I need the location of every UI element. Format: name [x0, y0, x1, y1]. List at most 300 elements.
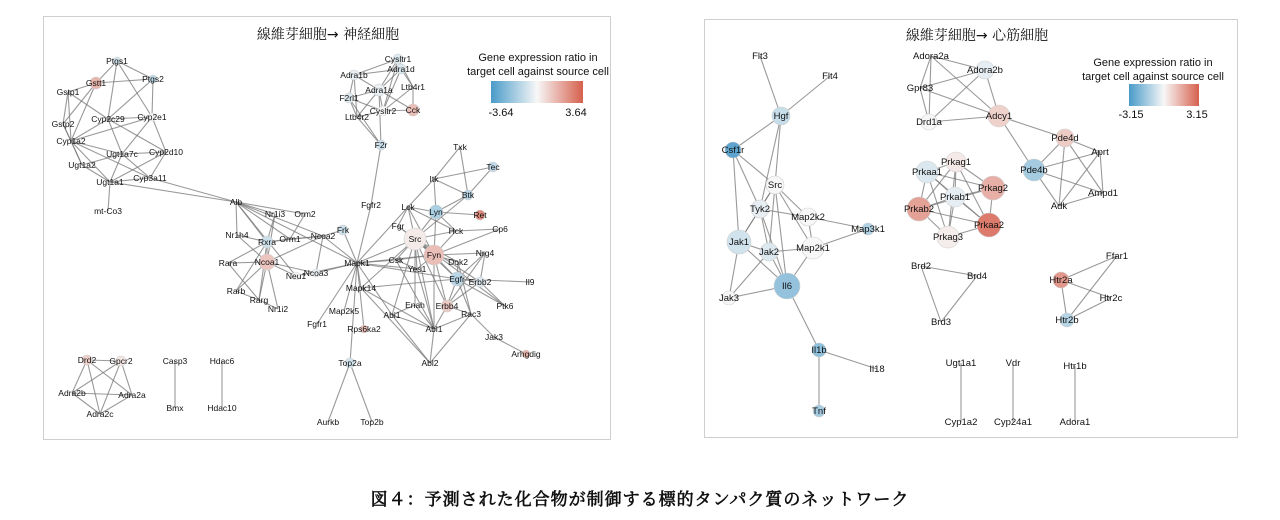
- node-label: Prkag3: [932, 232, 964, 243]
- node-label: Htr1b: [1063, 361, 1087, 372]
- node-label: Ptgs1: [106, 56, 128, 66]
- node-cyp1a2[interactable]: [945, 417, 978, 428]
- node-egfr[interactable]: [449, 272, 465, 286]
- node-top2b[interactable]: [360, 417, 383, 427]
- edge-F2r-Fgfr2: [371, 145, 381, 205]
- node-yes1[interactable]: [408, 264, 427, 274]
- edge-Gpcr2-Adra2c: [100, 361, 121, 414]
- node-label: Mapk1: [344, 258, 370, 268]
- node-ffar1[interactable]: [1106, 251, 1128, 262]
- node-rps6ka2[interactable]: [347, 324, 381, 334]
- node-orm1[interactable]: [279, 234, 301, 244]
- edge-Aprt-Ampd1: [1100, 152, 1103, 193]
- node-label: Erbb2: [468, 277, 492, 287]
- node-gstp2[interactable]: [52, 119, 75, 129]
- edge-Il1b-Il18: [819, 350, 877, 369]
- node-label: Flt4: [822, 71, 838, 82]
- legend-title-line2: target cell against source cell: [1082, 71, 1224, 83]
- node-label: Orm2: [294, 209, 316, 219]
- legend-color-bar: [1129, 84, 1199, 106]
- node-label: Pde4b: [1020, 165, 1048, 176]
- node-gstp1[interactable]: [57, 87, 80, 97]
- node-ptk6[interactable]: [496, 301, 513, 311]
- node-pde4d[interactable]: [1051, 129, 1078, 147]
- node-label: Cysltr1: [384, 54, 412, 64]
- edge-Hgf-Tyk2: [760, 116, 781, 209]
- node-erbb2[interactable]: [469, 277, 492, 287]
- node-label: Il1b: [811, 345, 827, 356]
- color-legend: [467, 52, 609, 119]
- legend-color-bar: [491, 81, 583, 103]
- edge-Yes1-Abl1: [417, 269, 434, 329]
- node-nrg4[interactable]: [476, 248, 495, 258]
- node-bmx[interactable]: [167, 403, 185, 413]
- node-label: F2r: [374, 140, 388, 150]
- node-label: Rps6ka2: [347, 324, 381, 334]
- node-label: Yes1: [407, 264, 427, 274]
- node-label: Hdac6: [209, 356, 235, 366]
- node-label: Lyn: [429, 207, 443, 217]
- node-label: Alb: [229, 197, 243, 207]
- node-cyp1a2[interactable]: [56, 136, 86, 146]
- node-label: Hck: [448, 226, 464, 236]
- node-gpr83[interactable]: [907, 83, 933, 94]
- node-hdac6[interactable]: [210, 356, 235, 366]
- node-htr2a[interactable]: [1049, 272, 1073, 288]
- panel-title: 線維芽細胞→ 神経細胞: [256, 27, 400, 43]
- node-il18[interactable]: [869, 364, 884, 375]
- node-label: Adora2a: [913, 51, 949, 62]
- node-fgfr1[interactable]: [307, 319, 327, 329]
- node-adra2a[interactable]: [118, 390, 146, 400]
- node-label: Brd4: [966, 271, 988, 282]
- edge-Top2a-Aurkb: [328, 363, 350, 422]
- color-legend: [1082, 57, 1224, 121]
- node-brd2[interactable]: [911, 261, 931, 272]
- node-label: Cck: [405, 105, 421, 115]
- node-label: Adk: [1050, 201, 1068, 212]
- node-htr2c[interactable]: [1100, 293, 1123, 304]
- node-cysltr2[interactable]: [370, 106, 397, 116]
- node-prkag2[interactable]: [978, 176, 1008, 200]
- node-brd3[interactable]: [931, 317, 951, 328]
- node-label: Erbb4: [435, 301, 459, 311]
- node-ugt1a7c[interactable]: [106, 149, 138, 159]
- node-hck[interactable]: [449, 226, 464, 236]
- node-jak1[interactable]: [727, 230, 751, 254]
- node-label: Abi1: [383, 310, 401, 320]
- node-label: Ncoa2: [310, 231, 336, 241]
- node-label: Aprt: [1091, 147, 1109, 158]
- node-label: Cysltr2: [369, 106, 397, 116]
- node-label: Aurkb: [316, 417, 340, 427]
- node-nr1i2[interactable]: [268, 304, 289, 314]
- node-rxra[interactable]: [258, 236, 276, 248]
- edge-Ugt1a1-Alb: [110, 182, 236, 202]
- node-label: Casp3: [162, 356, 188, 366]
- node-f2r[interactable]: [375, 140, 388, 150]
- node-label: Frk: [336, 225, 350, 235]
- node-il1b[interactable]: [811, 343, 826, 357]
- node-label: Bmx: [166, 403, 184, 413]
- node-label: Ffar1: [1105, 251, 1129, 262]
- node-csf1r[interactable]: [722, 142, 745, 158]
- node-drd2[interactable]: [78, 355, 97, 365]
- node-label: Brd3: [930, 317, 952, 328]
- node-fyn[interactable]: [424, 245, 444, 265]
- node-adra1b[interactable]: [340, 70, 368, 80]
- node-label: F2rl1: [339, 93, 359, 103]
- node-fgfr2[interactable]: [361, 200, 381, 210]
- node-rarb[interactable]: [227, 286, 246, 296]
- figure-caption: 図４：予測された化合物が制御する標的タンパク質のネットワーク: [370, 490, 910, 510]
- node-ugt1a2[interactable]: [68, 160, 96, 170]
- node-label: Ugt1a1: [945, 358, 977, 369]
- node-label: Cyp24a1: [993, 417, 1033, 428]
- node-tyk2[interactable]: [750, 200, 770, 218]
- node-label: Cyp2e1: [137, 112, 167, 122]
- node-label: Neu1: [285, 271, 307, 281]
- node-label: Lck: [401, 202, 415, 212]
- node-label: Ltb4r2: [344, 112, 370, 122]
- edge-Brd2-Brd3: [921, 266, 941, 322]
- node-label: Flt3: [752, 51, 768, 62]
- node-abl1[interactable]: [425, 324, 442, 334]
- network-panel-cardio: [704, 19, 1238, 438]
- node-abi1[interactable]: [383, 310, 400, 320]
- node-map2k5[interactable]: [329, 306, 360, 316]
- node-label: Abl2: [421, 358, 439, 368]
- node-label: Cyp3a11: [133, 173, 167, 183]
- node-brd4[interactable]: [967, 271, 987, 282]
- node-label: Nr1i3: [264, 209, 286, 219]
- node-rara[interactable]: [219, 258, 238, 268]
- node-htr2b[interactable]: [1055, 313, 1078, 327]
- node-ret[interactable]: [473, 210, 487, 220]
- edge-Src-Il6: [775, 185, 787, 286]
- node-label: Gstp1: [56, 87, 80, 97]
- node-label: Ugt1a7c: [106, 149, 138, 159]
- node-label: Il18: [869, 364, 885, 375]
- node-label: Jak1: [728, 237, 750, 248]
- node-label: Rxra: [258, 237, 276, 247]
- edge-Ffar1-Htr2b: [1067, 256, 1117, 320]
- node-label: Gpr83: [906, 83, 934, 94]
- network-panel-neuron: [43, 16, 611, 440]
- node-nr1h4[interactable]: [225, 230, 248, 240]
- node-ptgs2[interactable]: [142, 74, 164, 84]
- node-htr1b[interactable]: [1063, 361, 1086, 372]
- node-label: Map2k2: [791, 212, 825, 223]
- node-label: Enah: [405, 300, 425, 310]
- node-label: Gstp2: [51, 119, 75, 129]
- node-il6[interactable]: [774, 273, 800, 299]
- node-label: Il6: [781, 281, 793, 292]
- node-label: Gpcr2: [109, 356, 133, 366]
- node-mapk14[interactable]: [346, 283, 377, 293]
- node-tnf[interactable]: [812, 405, 826, 417]
- edge-Mapk1-Rps6ka2: [357, 263, 364, 329]
- node-label: Ptk6: [496, 301, 514, 311]
- node-label: Rara: [218, 258, 238, 268]
- node-label: Nr1h4: [225, 230, 249, 240]
- node-label: Map2k1: [796, 243, 830, 254]
- node-label: Adora2b: [967, 65, 1003, 76]
- node-orm2[interactable]: [294, 209, 316, 219]
- node-label: Btk: [461, 190, 475, 200]
- node-label: Ptgs2: [142, 74, 164, 84]
- node-label: Dok2: [448, 257, 468, 267]
- node-cyp2e1[interactable]: [137, 112, 167, 122]
- node-btk[interactable]: [462, 190, 475, 200]
- node-ltb4r2[interactable]: [345, 112, 369, 122]
- network-diagram-cardio: [705, 20, 1239, 439]
- node-adra2c[interactable]: [87, 409, 115, 419]
- node-label: Cyp2d10: [148, 147, 184, 157]
- node-label: Adra2b: [58, 388, 86, 398]
- node-label: Htr2c: [1099, 293, 1123, 304]
- node-cysltr1[interactable]: [385, 54, 412, 64]
- node-ugt1a1[interactable]: [96, 177, 124, 187]
- legend-title-line1: Gene expression ratio in: [1093, 57, 1213, 69]
- node-map2k2[interactable]: [791, 208, 825, 226]
- legend-max-label: 3.64: [565, 107, 587, 119]
- node-gsttt1[interactable]: [86, 77, 107, 89]
- node-prkaa1[interactable]: [912, 161, 942, 183]
- node-jak3[interactable]: [719, 291, 739, 305]
- node-label: Adra1b: [340, 70, 368, 80]
- node-ampd1[interactable]: [1088, 188, 1118, 199]
- node-label: Tyk2: [749, 204, 771, 215]
- legend-min-label: -3.15: [1118, 109, 1144, 121]
- edge-Csf1r-Jak1: [733, 150, 739, 242]
- node-adra1a[interactable]: [365, 84, 393, 96]
- node-label: Tnf: [812, 406, 826, 417]
- node-label: Pde4d: [1051, 133, 1079, 144]
- node-ptgs1[interactable]: [106, 56, 128, 66]
- legend-min-label: -3.64: [488, 107, 514, 119]
- node-label: Drd2: [77, 355, 97, 365]
- node-rarg[interactable]: [250, 295, 269, 305]
- edge-Csf1r-Tyk2: [733, 150, 760, 209]
- node-label: Prkag2: [977, 183, 1009, 194]
- node-label: Jak3: [485, 332, 503, 342]
- node-label: Jak2: [758, 247, 780, 258]
- legend-max-label: 3.15: [1186, 109, 1208, 121]
- node-label: Prkag1: [940, 157, 972, 168]
- node-hdac10[interactable]: [207, 403, 237, 413]
- legend-title-line2: target cell against source cell: [467, 66, 609, 78]
- node-label: Src: [767, 180, 783, 191]
- node-drd1a[interactable]: [916, 114, 943, 130]
- node-label: Adra2a: [118, 390, 146, 400]
- node-label: Adra1d: [387, 64, 415, 74]
- node-label: Cyp1a2: [56, 136, 86, 146]
- node-aurkb[interactable]: [317, 417, 339, 427]
- edge-Flt3-Hgf: [760, 56, 781, 116]
- node-aprt[interactable]: [1091, 147, 1109, 158]
- node-label: Gstt1: [85, 78, 107, 88]
- node-label: Ncoa1: [254, 257, 280, 267]
- node-label: Rarg: [249, 295, 269, 305]
- node-label: Top2a: [338, 358, 362, 368]
- node-label: Adcy1: [985, 111, 1013, 122]
- node-csk[interactable]: [389, 255, 404, 265]
- node-label: Prkaa2: [973, 220, 1005, 231]
- node-label: Fgr: [391, 221, 405, 231]
- node-cck[interactable]: [406, 104, 421, 116]
- node-label: Cyp1a2: [944, 417, 978, 428]
- node-gpcr2[interactable]: [109, 356, 132, 366]
- node-mapk1[interactable]: [344, 258, 370, 268]
- node-flt3[interactable]: [752, 51, 768, 62]
- node-adra1d[interactable]: [387, 64, 415, 74]
- edge-Rxra-Rarg: [259, 242, 267, 300]
- node-label: Ncoa3: [303, 268, 329, 278]
- node-cp6[interactable]: [492, 224, 508, 234]
- node-label: Brd2: [910, 261, 932, 272]
- node-label: Mapk14: [345, 283, 377, 293]
- edge-Top2a-Top2b: [350, 363, 372, 422]
- edge-Abl2-Rac3: [430, 314, 471, 363]
- node-label: Egfr: [449, 274, 465, 284]
- node-label: Jak3: [718, 293, 740, 304]
- node-label: Ampd1: [1087, 188, 1119, 199]
- node-label: Tec: [486, 162, 500, 172]
- node-vdr[interactable]: [1006, 358, 1021, 369]
- node-label: Il9: [525, 277, 535, 287]
- node-label: Txk: [453, 142, 467, 152]
- legend-title-line1: Gene expression ratio in: [478, 52, 598, 64]
- node-erbb4[interactable]: [436, 300, 459, 312]
- node-adora1[interactable]: [1060, 417, 1091, 428]
- node-ncoa2[interactable]: [311, 231, 336, 241]
- node-tec[interactable]: [486, 162, 500, 172]
- node-label: Vdr: [1005, 358, 1021, 369]
- node-jak2[interactable]: [759, 243, 779, 261]
- node-label: Map2k5: [328, 306, 360, 316]
- node-src[interactable]: [404, 228, 426, 250]
- node-ltb4r1[interactable]: [401, 82, 425, 92]
- panel-title: 線維芽細胞→ 心筋細胞: [905, 28, 1049, 44]
- node-alb[interactable]: [230, 197, 243, 207]
- edge-Flt4-Hgf: [781, 76, 830, 116]
- node-fgr[interactable]: [392, 221, 405, 231]
- node-label: Prkab2: [903, 204, 935, 215]
- node-jak3[interactable]: [485, 332, 503, 342]
- node-label: Orm1: [279, 234, 301, 244]
- edge-Brd4-Brd3: [941, 276, 977, 322]
- node-itk[interactable]: [430, 174, 440, 184]
- node-label: Ugt1a1: [96, 177, 124, 187]
- node-rac3[interactable]: [461, 309, 481, 319]
- node-cyp3a11[interactable]: [133, 173, 167, 183]
- node-txk[interactable]: [453, 142, 467, 152]
- edge-Abi1-Abl2: [392, 315, 430, 363]
- node-f2rl1[interactable]: [339, 93, 359, 103]
- node-ncoa3[interactable]: [304, 268, 329, 278]
- node-adra2b[interactable]: [58, 388, 86, 398]
- node-abl2[interactable]: [421, 358, 438, 368]
- edge-Txk-Btk: [460, 147, 468, 195]
- node-label: Fyn: [426, 250, 442, 260]
- node-adora2b[interactable]: [967, 61, 1003, 79]
- node-prkab2[interactable]: [904, 197, 934, 221]
- node-label: Nr1i2: [267, 304, 289, 314]
- node-dok2[interactable]: [448, 257, 468, 267]
- node-label: Adra2c: [86, 409, 114, 419]
- node-label: Fgfr1: [307, 319, 327, 329]
- node-pde4b[interactable]: [1020, 159, 1047, 181]
- node-label: Htr2b: [1055, 315, 1079, 326]
- node-label: Ltb4r1: [400, 82, 426, 92]
- node-label: Hdac10: [207, 403, 237, 413]
- node-enah[interactable]: [405, 300, 425, 310]
- node-cyp2d10[interactable]: [149, 147, 183, 157]
- node-frk[interactable]: [337, 225, 350, 235]
- node-src[interactable]: [766, 176, 784, 194]
- node-label: Prkaa1: [911, 167, 943, 178]
- node-lyn[interactable]: [429, 205, 443, 219]
- node-prkag3[interactable]: [933, 226, 963, 248]
- node-label: Map3k1: [851, 224, 885, 235]
- node-nr1i3[interactable]: [265, 209, 286, 219]
- node-ugt1a1[interactable]: [946, 358, 977, 369]
- node-label: mt-Co3: [94, 206, 122, 216]
- node-hgf[interactable]: [772, 107, 790, 125]
- node-label: Nrg4: [475, 248, 495, 258]
- node-label: Cyp2c29: [91, 114, 125, 124]
- node-label: Htr2a: [1049, 275, 1073, 286]
- node-flt4[interactable]: [822, 71, 838, 82]
- node-label: Cp6: [492, 224, 508, 234]
- node-label: Prkab1: [939, 192, 971, 203]
- node-label: Src: [408, 234, 422, 244]
- edge-Pde4d-Adk: [1059, 138, 1065, 206]
- node-cyp24a1[interactable]: [994, 417, 1032, 428]
- node-adora2a[interactable]: [913, 51, 950, 62]
- edge-Fgfr2-Mapk1: [357, 205, 371, 263]
- node-prkab1[interactable]: [940, 187, 970, 207]
- node-label: Hgf: [773, 111, 789, 122]
- node-mt-co3[interactable]: [94, 206, 122, 216]
- node-label: Arhgdig: [511, 349, 541, 359]
- node-label: Itk: [429, 174, 439, 184]
- node-adk[interactable]: [1051, 201, 1068, 212]
- node-ncoa1[interactable]: [255, 254, 280, 270]
- node-map3k1[interactable]: [851, 223, 885, 235]
- network-diagram-neuron: [44, 17, 612, 441]
- node-arhgdig[interactable]: [511, 349, 541, 359]
- edge-Hgf-Src: [775, 116, 781, 185]
- node-label: Adora1: [1059, 417, 1091, 428]
- node-top2a[interactable]: [338, 358, 361, 368]
- node-label: Fgfr2: [361, 200, 381, 210]
- node-casp3[interactable]: [163, 356, 188, 366]
- node-label: Abl1: [425, 324, 443, 334]
- node-label: Rac3: [461, 309, 481, 319]
- node-label: Ret: [473, 210, 487, 220]
- node-label: Csk: [388, 255, 404, 265]
- node-map2k1[interactable]: [796, 237, 830, 259]
- node-il9[interactable]: [526, 277, 535, 287]
- node-cyp2c29[interactable]: [91, 114, 125, 124]
- node-label: Drd1a: [916, 117, 942, 128]
- node-label: Top2b: [360, 417, 384, 427]
- node-lck[interactable]: [401, 202, 415, 212]
- node-label: Rarb: [226, 286, 246, 296]
- node-label: Csf1r: [721, 145, 745, 156]
